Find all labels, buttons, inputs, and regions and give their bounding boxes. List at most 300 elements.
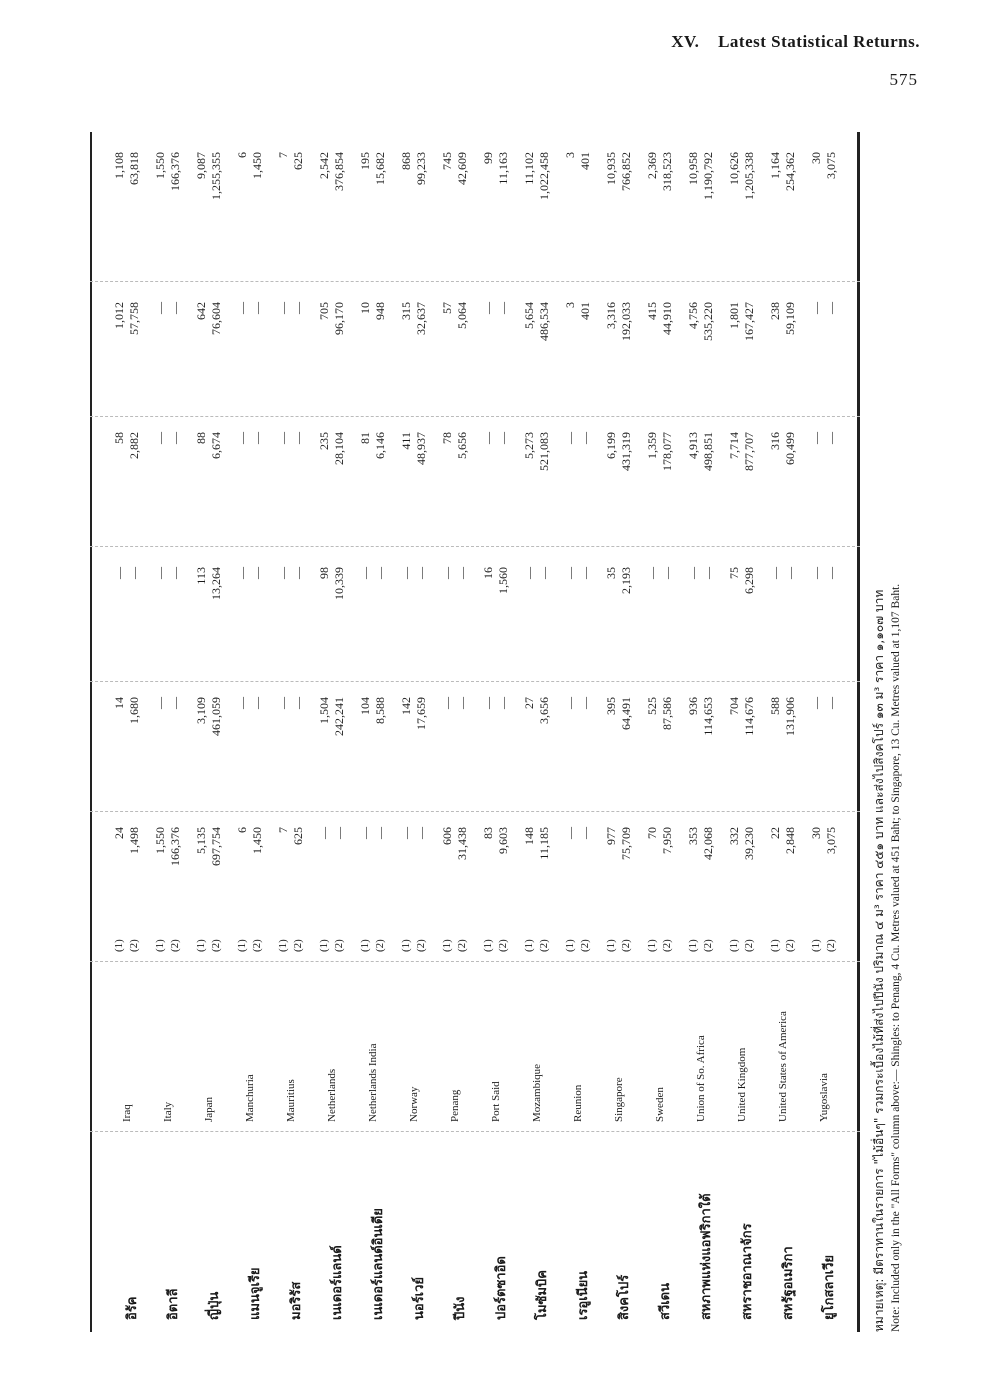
value-cell (235, 152, 265, 252)
value-amount: 1,205,338 (742, 152, 756, 200)
value-cell (645, 152, 675, 252)
value-amount: 39,230 (742, 827, 756, 860)
value-cell (399, 152, 429, 252)
value-amount: 32,637 (414, 302, 428, 335)
quantity-value: — (440, 567, 454, 579)
value-cell (112, 567, 142, 667)
value-cell (358, 697, 388, 797)
country-name-thai: ญี่ปุ่น (207, 1291, 222, 1320)
value-cell (153, 302, 183, 402)
quantity-value: 83 (481, 827, 495, 839)
value-amount: 64,491 (619, 697, 633, 730)
value-cell (686, 152, 716, 252)
unit-labels (112, 939, 142, 952)
table-row (317, 132, 354, 1332)
quantity-value: — (153, 432, 167, 444)
value-cell (440, 432, 470, 532)
value-amount: — (373, 827, 387, 839)
quantity-value: 3,109 (194, 697, 208, 724)
unit-labels (768, 939, 798, 952)
value-cell (317, 432, 347, 532)
value-amount: 44,910 (660, 302, 674, 335)
unit-label: (1) (523, 939, 535, 952)
value-amount: — (660, 567, 674, 579)
quantity-value: 2,369 (645, 152, 659, 179)
value-cell (194, 697, 224, 797)
table-row (645, 132, 682, 1332)
value-amount: 178,077 (660, 432, 674, 471)
unit-labels (809, 939, 839, 952)
quantity-value: — (809, 302, 823, 314)
country-name-thai: ยูโกสลาเวีย (822, 1254, 837, 1320)
value-amount: 242,241 (332, 697, 346, 736)
unit-labels (194, 939, 224, 952)
value-cell (645, 697, 675, 797)
quantity-value: 1,801 (727, 302, 741, 329)
table-row (768, 132, 805, 1332)
value-amount: — (291, 432, 305, 444)
value-cell (481, 697, 511, 797)
value-cell (481, 827, 511, 927)
unit-label: (1) (769, 939, 781, 952)
value-cell (481, 302, 511, 402)
value-amount: — (332, 827, 346, 839)
unit-labels (686, 939, 716, 952)
value-cell (809, 567, 839, 667)
value-amount: 948 (373, 302, 387, 320)
value-amount: 1,255,355 (209, 152, 223, 200)
quantity-value: 10,935 (604, 152, 618, 185)
value-amount: — (168, 567, 182, 579)
country-name-thai: สหภาพแห่งแอฟริกาใต้ (699, 1193, 714, 1320)
quantity-value: 353 (686, 827, 700, 845)
value-cell (645, 432, 675, 532)
value-amount: — (824, 567, 838, 579)
value-amount: — (373, 567, 387, 579)
section-number: XV. (671, 32, 700, 51)
value-amount: 3,075 (824, 827, 838, 854)
country-name-thai: แมนจูเรีย (248, 1267, 263, 1320)
value-amount: — (291, 302, 305, 314)
value-cell (194, 152, 224, 252)
quantity-value: — (563, 432, 577, 444)
quantity-value: — (276, 432, 290, 444)
quantity-value: — (563, 567, 577, 579)
value-cell (276, 302, 306, 402)
country-name-english: Netherlands (326, 1068, 338, 1122)
quantity-value: 16 (481, 567, 495, 579)
value-amount: 5,064 (455, 302, 469, 329)
value-amount: — (578, 827, 592, 839)
value-amount: 76,604 (209, 302, 223, 335)
value-amount: 1,680 (127, 697, 141, 724)
quantity-value: 30 (809, 827, 823, 839)
unit-label: (2) (825, 939, 837, 952)
value-cell (686, 827, 716, 927)
value-cell (522, 827, 552, 927)
quantity-value: — (276, 302, 290, 314)
table-row (276, 132, 313, 1332)
country-name-english: Japan (203, 1096, 215, 1122)
value-cell (153, 827, 183, 927)
value-amount: 877,707 (742, 432, 756, 471)
quantity-value: 704 (727, 697, 741, 715)
value-amount: 13,264 (209, 567, 223, 600)
unit-label: (1) (441, 939, 453, 952)
value-cell (645, 567, 675, 667)
value-amount: 5,656 (455, 432, 469, 459)
value-cell (481, 567, 511, 667)
value-amount: 17,659 (414, 697, 428, 730)
value-cell (604, 432, 634, 532)
unit-label: (1) (195, 939, 207, 952)
quantity-value: — (645, 567, 659, 579)
value-cell (358, 567, 388, 667)
value-cell (604, 697, 634, 797)
value-amount: 114,676 (742, 697, 756, 736)
unit-label: (2) (497, 939, 509, 952)
quantity-value: — (522, 567, 536, 579)
quantity-value: 1,550 (153, 152, 167, 179)
value-cell (194, 302, 224, 402)
note-english: Note: Included only in the "All Forms" column above:— Shingles: to Penang, 4 Cu. Metres valued at 451 Baht; to Singapore, 13 Cu. Metres valued at 1,107 Baht. (890, 583, 902, 1332)
unit-labels (645, 939, 675, 952)
unit-label: (2) (743, 939, 755, 952)
quantity-value: 148 (522, 827, 536, 845)
unit-label: (2) (374, 939, 386, 952)
value-cell (235, 567, 265, 667)
value-amount: 6,674 (209, 432, 223, 459)
value-cell (522, 432, 552, 532)
quantity-value: — (809, 697, 823, 709)
unit-label: (2) (620, 939, 632, 952)
country-name-english: Italy (162, 1101, 174, 1122)
unit-labels (440, 939, 470, 952)
unit-label: (2) (251, 939, 263, 952)
value-cell (194, 432, 224, 532)
quantity-value: — (563, 827, 577, 839)
quantity-value: 142 (399, 697, 413, 715)
value-amount: — (250, 697, 264, 709)
quantity-value: 70 (645, 827, 659, 839)
quantity-value: 5,273 (522, 432, 536, 459)
unit-label: (2) (661, 939, 673, 952)
unit-labels (235, 939, 265, 952)
country-name-thai: เรอูเนียน (576, 1270, 591, 1320)
table-row (440, 132, 477, 1332)
unit-label: (1) (564, 939, 576, 952)
value-amount: 9,603 (496, 827, 510, 854)
quantity-value: 415 (645, 302, 659, 320)
table-row (809, 132, 846, 1332)
table-row (727, 132, 764, 1332)
value-cell (563, 152, 593, 252)
quantity-value: 78 (440, 432, 454, 444)
value-cell (809, 697, 839, 797)
value-cell (440, 827, 470, 927)
value-amount: 57,758 (127, 302, 141, 335)
table-row (686, 132, 723, 1332)
value-cell (440, 697, 470, 797)
value-amount: — (578, 697, 592, 709)
quantity-value: 6 (235, 827, 249, 833)
quantity-value: 705 (317, 302, 331, 320)
quantity-value: 195 (358, 152, 372, 170)
value-amount: — (496, 432, 510, 444)
country-name-thai: สวีเดน (658, 1282, 673, 1320)
quantity-value: 99 (481, 152, 495, 164)
quantity-value: 3,316 (604, 302, 618, 329)
quantity-value: — (358, 827, 372, 839)
country-name-thai: สิงคโปร์ (617, 1274, 632, 1320)
quantity-value: — (481, 432, 495, 444)
value-amount: 192,033 (619, 302, 633, 341)
value-amount: 766,852 (619, 152, 633, 191)
value-amount: 2,848 (783, 827, 797, 854)
quantity-value: 10,958 (686, 152, 700, 185)
value-amount: 166,376 (168, 152, 182, 191)
country-name-thai: สหรัฐอเมริกา (781, 1246, 796, 1320)
value-cell (563, 432, 593, 532)
value-cell (194, 827, 224, 927)
unit-label: (2) (538, 939, 550, 952)
value-cell (686, 432, 716, 532)
quantity-value: 30 (809, 152, 823, 164)
unit-label: (2) (415, 939, 427, 952)
value-cell (604, 302, 634, 402)
quantity-value: — (235, 567, 249, 579)
quantity-value: 3 (563, 152, 577, 158)
section-title: Latest Statistical Returns. (718, 32, 920, 51)
unit-label: (1) (687, 939, 699, 952)
quantity-value: — (809, 432, 823, 444)
quantity-value: 235 (317, 432, 331, 450)
value-amount: 376,854 (332, 152, 346, 191)
country-name-thai: อิรัค (125, 1296, 140, 1320)
value-amount: 114,653 (701, 697, 715, 736)
quantity-value: — (235, 697, 249, 709)
value-cell (563, 827, 593, 927)
country-name-thai: ปอร์ตซาอิด (494, 1256, 509, 1320)
quantity-value: — (317, 827, 331, 839)
value-amount: 521,083 (537, 432, 551, 471)
quantity-value: 27 (522, 697, 536, 709)
table-row (604, 132, 641, 1332)
quantity-value: — (276, 567, 290, 579)
value-amount: — (250, 567, 264, 579)
value-cell (153, 697, 183, 797)
value-amount: — (127, 567, 141, 579)
value-cell (768, 567, 798, 667)
value-cell (112, 152, 142, 252)
unit-label: (1) (605, 939, 617, 952)
value-amount: — (824, 302, 838, 314)
value-amount: 625 (291, 827, 305, 845)
quantity-value: 11,102 (522, 152, 536, 185)
quantity-value: — (809, 567, 823, 579)
quantity-value: 588 (768, 697, 782, 715)
unit-label: (1) (728, 939, 740, 952)
value-amount: 167,427 (742, 302, 756, 341)
quantity-value: — (153, 302, 167, 314)
value-cell (399, 567, 429, 667)
value-cell (604, 567, 634, 667)
value-amount: 75,709 (619, 827, 633, 860)
unit-label: (1) (154, 939, 166, 952)
unit-label: (2) (128, 939, 140, 952)
value-amount: 461,059 (209, 697, 223, 736)
value-amount: — (414, 827, 428, 839)
value-amount: 486,534 (537, 302, 551, 341)
table-row (563, 132, 600, 1332)
value-amount: 3,075 (824, 152, 838, 179)
value-cell (727, 432, 757, 532)
value-cell (440, 152, 470, 252)
quantity-value: — (481, 697, 495, 709)
value-amount: — (250, 302, 264, 314)
value-cell (235, 302, 265, 402)
value-cell (358, 827, 388, 927)
value-amount: — (578, 432, 592, 444)
quantity-value: — (399, 567, 413, 579)
value-cell (276, 567, 306, 667)
value-cell (317, 302, 347, 402)
quantity-value: — (235, 432, 249, 444)
value-cell (768, 302, 798, 402)
quantity-value: 4,756 (686, 302, 700, 329)
country-name-thai: นอร์เวย์ (412, 1276, 427, 1320)
value-amount: — (824, 697, 838, 709)
unit-labels (399, 939, 429, 952)
value-amount: 2,882 (127, 432, 141, 459)
value-cell (399, 827, 429, 927)
unit-label: (1) (277, 939, 289, 952)
unit-labels (358, 939, 388, 952)
unit-label: (1) (236, 939, 248, 952)
unit-label: (2) (579, 939, 591, 952)
quantity-value: — (563, 697, 577, 709)
value-cell (358, 432, 388, 532)
quantity-value: 1,504 (317, 697, 331, 724)
value-amount: 42,068 (701, 827, 715, 860)
quantity-value: 104 (358, 697, 372, 715)
value-amount: — (537, 567, 551, 579)
value-cell (522, 697, 552, 797)
country-name-thai: ปีนัง (453, 1296, 468, 1320)
quantity-value: 4,913 (686, 432, 700, 459)
value-cell (604, 152, 634, 252)
value-cell (276, 827, 306, 927)
value-amount: 254,362 (783, 152, 797, 191)
country-name-english: Netherlands India (367, 1043, 379, 1122)
value-amount: 8,588 (373, 697, 387, 724)
quantity-value: 5,135 (194, 827, 208, 854)
table-row (481, 132, 518, 1332)
unit-labels (276, 939, 306, 952)
value-amount: 15,682 (373, 152, 387, 185)
value-cell (112, 827, 142, 927)
quantity-value: — (399, 827, 413, 839)
unit-label: (1) (318, 939, 330, 952)
value-amount: 48,937 (414, 432, 428, 465)
value-amount: 1,022,458 (537, 152, 551, 200)
value-amount: — (496, 697, 510, 709)
value-amount: 535,220 (701, 302, 715, 341)
value-cell (563, 302, 593, 402)
unit-label: (2) (292, 939, 304, 952)
value-amount: — (578, 567, 592, 579)
unit-label: (2) (456, 939, 468, 952)
country-name-english: Port Said (490, 1081, 502, 1122)
value-cell (645, 827, 675, 927)
unit-label: (1) (359, 939, 371, 952)
value-amount: 431,319 (619, 432, 633, 471)
value-amount: 11,163 (496, 152, 510, 185)
value-amount: — (455, 697, 469, 709)
quantity-value: 6,199 (604, 432, 618, 459)
value-cell (768, 697, 798, 797)
quantity-value: 24 (112, 827, 126, 839)
table-row (235, 132, 272, 1332)
country-name-english: Manchuria (244, 1074, 256, 1122)
value-cell (440, 302, 470, 402)
quantity-value: 10,626 (727, 152, 741, 185)
country-name-english: Norway (408, 1086, 420, 1122)
unit-label: (2) (784, 939, 796, 952)
value-cell (112, 697, 142, 797)
value-amount: 63,818 (127, 152, 141, 185)
value-cell (358, 302, 388, 402)
value-cell (481, 432, 511, 532)
quantity-value: 1,164 (768, 152, 782, 179)
value-cell (235, 697, 265, 797)
value-cell (727, 827, 757, 927)
value-cell (686, 697, 716, 797)
value-cell (809, 827, 839, 927)
quantity-value: 745 (440, 152, 454, 170)
unit-label: (2) (169, 939, 181, 952)
value-cell (276, 697, 306, 797)
quantity-value: 81 (358, 432, 372, 444)
quantity-value: — (235, 302, 249, 314)
quantity-value: 6 (235, 152, 249, 158)
quantity-value: 1,108 (112, 152, 126, 179)
value-amount: 87,586 (660, 697, 674, 730)
value-cell (768, 152, 798, 252)
quantity-value: 316 (768, 432, 782, 450)
value-cell (194, 567, 224, 667)
value-cell (399, 697, 429, 797)
quantity-value: 22 (768, 827, 782, 839)
value-cell (399, 302, 429, 402)
value-amount: 131,906 (783, 697, 797, 736)
quantity-value: — (440, 697, 454, 709)
country-name-english: Iraq (121, 1104, 133, 1122)
unit-labels (317, 939, 347, 952)
unit-label: (2) (210, 939, 222, 952)
value-amount: 60,499 (783, 432, 797, 465)
quantity-value: 868 (399, 152, 413, 170)
quantity-value: — (276, 697, 290, 709)
value-amount: 59,109 (783, 302, 797, 335)
country-name-english: United States of America (777, 1011, 789, 1122)
quantity-value: 395 (604, 697, 618, 715)
quantity-value: — (768, 567, 782, 579)
value-amount: — (414, 567, 428, 579)
value-cell (112, 432, 142, 532)
quantity-value: 7 (276, 827, 290, 833)
value-amount: — (168, 697, 182, 709)
